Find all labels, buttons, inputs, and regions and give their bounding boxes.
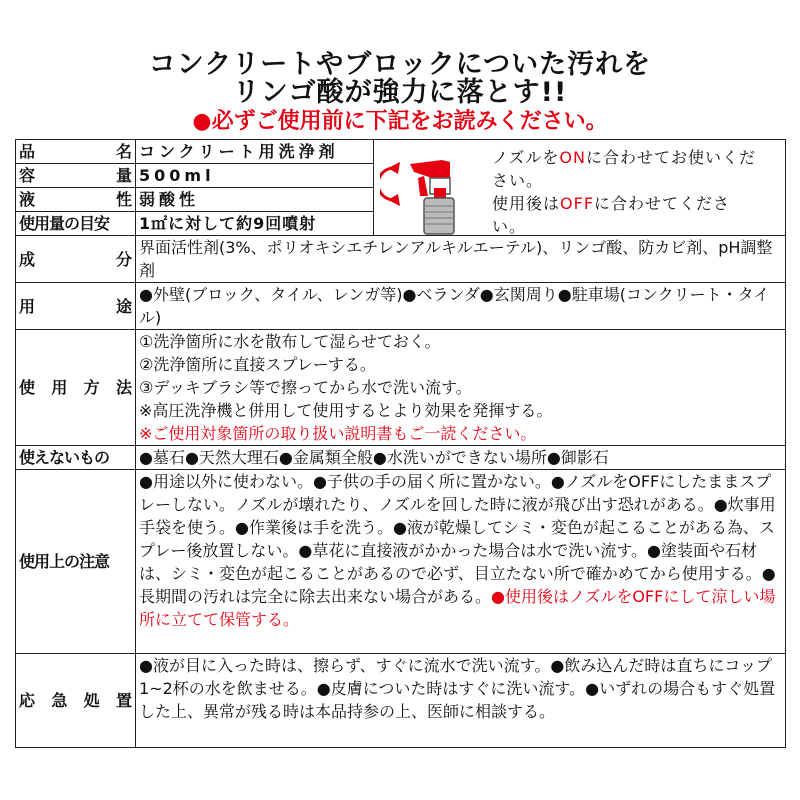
not-usable-value: ●墓石●天然大理石●金属類全般●水洗いができない場所●御影石 [136,446,786,470]
how-to-use-label: 使用方法 [16,330,136,446]
ingredients-label: 成 分 [16,236,136,283]
spray-nozzle-icon [380,150,480,236]
how-to-step-1: ①洗浄箇所に水を散布して湿らせておく。 [139,332,441,351]
liquid-value: 弱酸性 [136,188,374,212]
how-to-use-steps [136,330,786,446]
row-how-to-use [16,330,786,446]
usage-amount-label: 使用量の目安 [16,212,136,236]
read-before-use-warning: ●必ずご使用前に下記をお読みください。 [192,109,608,134]
headline-line-2: リンゴ酸が強力に落とす!! [232,77,568,108]
uses-value: ●外壁(ブロック、タイル、レンガ等)●ベランダ●玄関周り●駐車場(コンクリート・タイル) [136,283,786,330]
nozzle-instructions [492,146,762,236]
how-to-red-note: ※ご使用対象箇所の取り扱い説明書もご一読ください。 [139,424,537,443]
how-to-note: ※高圧洗浄機と併用して使用するとより効果を発揮する。 [139,401,553,420]
cautions-value [136,470,786,654]
uses-label: 用 途 [16,283,136,330]
cautions-label: 使用上の注意 [16,470,136,654]
cautions-red-text: ●使用後はノズルをOFFにして涼しい場所に立てて保管する。 [139,587,776,629]
row-uses [16,283,786,330]
nozzle-off-text-b: に合わせてください。 [492,194,731,236]
row-cautions [16,470,786,654]
volume-label: 容 量 [16,164,136,188]
nozzle-on-text-b: に合わせてお使いください。 [492,148,756,190]
usage-amount-value: 1㎡に対して約9回噴射 [136,212,374,236]
nozzle-off-word: OFF [560,194,595,213]
nozzle-instruction-cell [374,140,786,236]
row-ingredients [16,236,786,283]
row-not-usable [16,446,786,470]
headline-line-1: コンクリートやブロックについた汚れを [148,49,652,80]
first-aid-value: ●液が目に入った時は、擦らず、すぐに流水で洗い流す。●飲み込んだ時は直ちにコップ1~2杯の水を飲ませる。●皮膚についた時はすぐに洗い流す。●いずれの場合もすぐ処置した上、異常が残る時は本品持参の上、医師に相談する。 [136,654,786,748]
cautions-text: ●用途以外に使わない。●子供の手の届く所に置かない。●ノズルをOFFにしたままスプレーしない。ノズルが壊れたり、ノズルを回した時に液が飛び出す恐れがある。●炊事用手袋を使う。●作業後は手を洗う。●液が乾燥してシミ・変色が起こることがある為、スプレー後放置しない。●草花に直接液がかかった場合は水で洗い流す。●塗装面や石材は、シミ・変色が起こることがあるので必ず、目立たない所で確かめてから使用する。●長期間の汚れは完全に除去出来ない場合がある。 [139,472,776,606]
row-product-name [16,140,786,164]
how-to-step-3: ③デッキブラシ等で擦ってから水で洗い流す。 [139,378,472,397]
ingredients-value: 界面活性剤(3%、ポリオキシエチレンアルキルエーテル)、リンゴ酸、防カビ剤、pH調整剤 [136,236,786,283]
row-first-aid [16,654,786,748]
product-name-value: コンクリート用洗浄剤 [136,140,374,164]
how-to-step-2: ②洗浄箇所に直接スプレーする。 [139,355,376,374]
liquid-label: 液 性 [16,188,136,212]
first-aid-label: 応急処置 [16,654,136,748]
volume-value: 500ml [136,164,374,188]
not-usable-label: 使えないもの [16,446,136,470]
product-spec-table [15,139,786,748]
product-name-label: 品 名 [16,140,136,164]
nozzle-on-text-a: ノズルを [492,148,560,167]
nozzle-off-text-a: 使用後は [492,194,561,213]
nozzle-on-word: ON [559,148,586,167]
